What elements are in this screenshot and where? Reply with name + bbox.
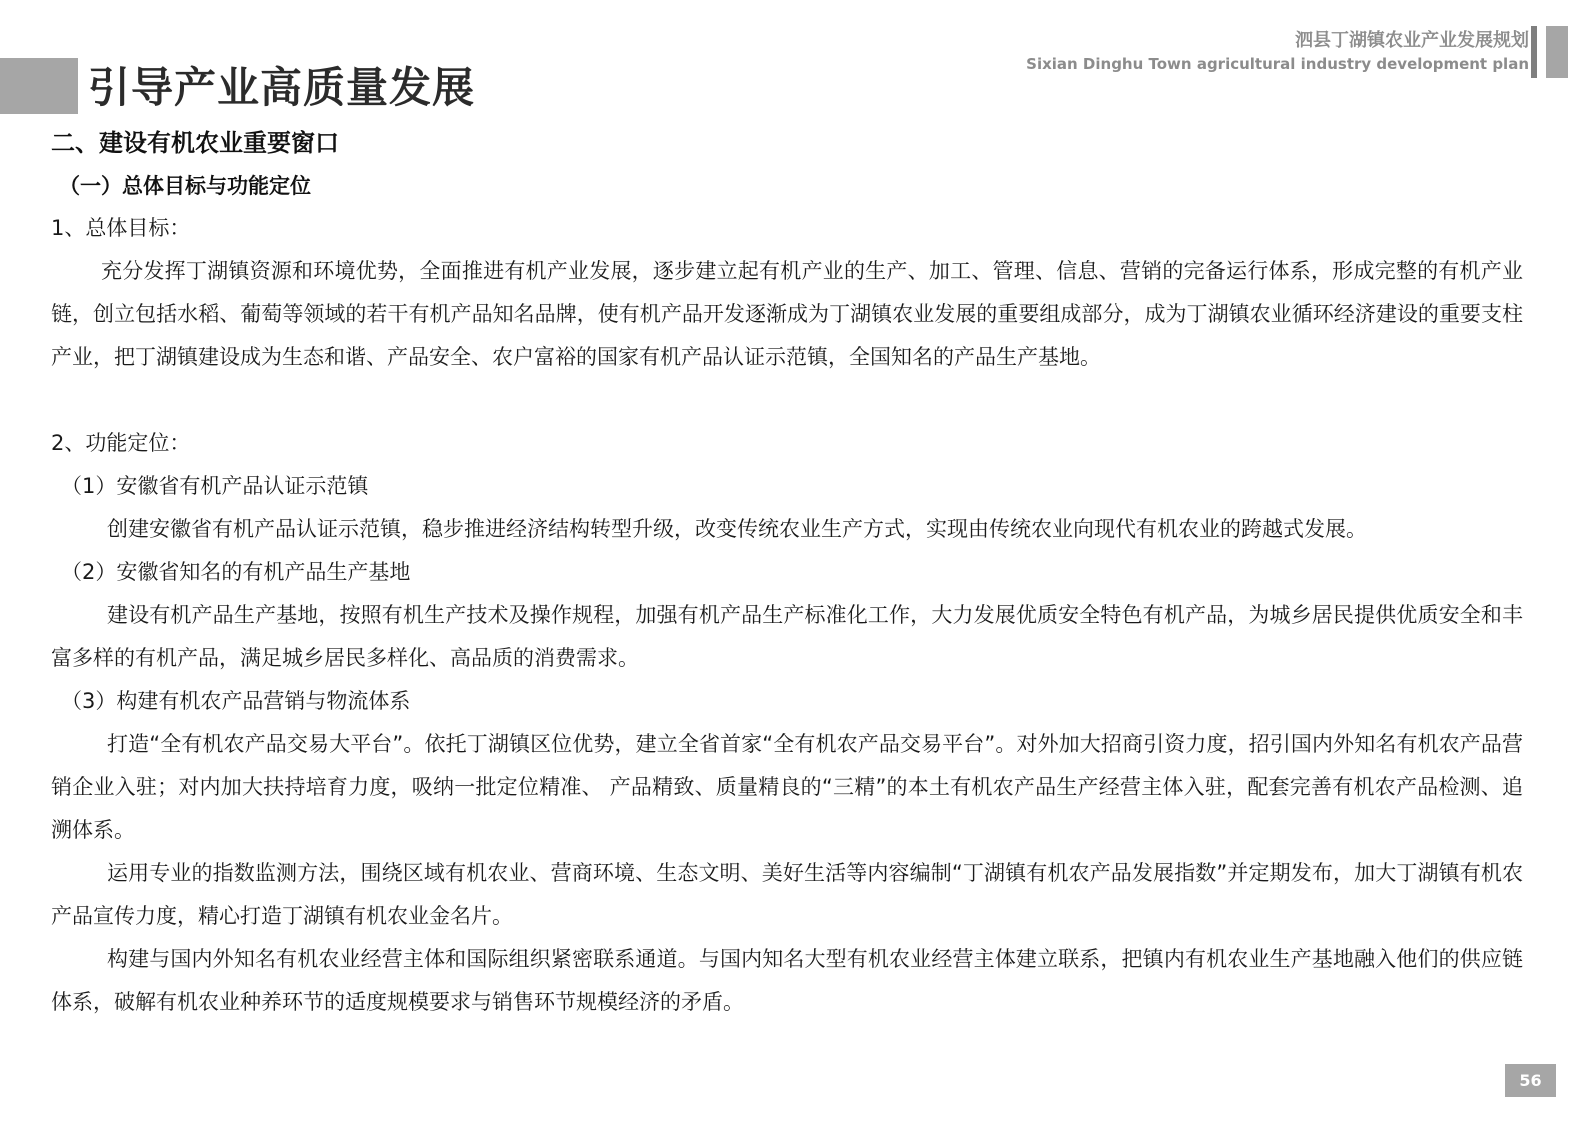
section-heading: 二、建设有机农业重要窗口 bbox=[51, 129, 339, 157]
page-number: 56 bbox=[1505, 1064, 1556, 1097]
positioning-item-title: （2）安徽省知名的有机产品生产基地 bbox=[61, 560, 411, 584]
positioning-item-paragraph: 打造“全有机农产品交易大平台”。依托丁湖镇区位优势，建立全省首家“全有机农产品交易平台”。对外加大招商引资力度，招引国内外知名有机农产品营销企业入驻；对内加大扶持培育力度，吸纳一批定位精准、 产品精致、质量精良的“三精”的本土有机农产品生产经营主体入驻，配套完善有机农产品检测、追溯体系。 bbox=[51, 732, 1523, 842]
section-spacer bbox=[51, 379, 1523, 422]
section-subheading: （一）总体目标与功能定位 bbox=[59, 174, 311, 198]
page-title: 引导产业高质量发展 bbox=[88, 63, 476, 112]
positioning-item-paragraph: 运用专业的指数监测方法，围绕区域有机农业、营商环境、生态文明、美好生活等内容编制“丁湖镇有机农产品发展指数”并定期发布，加大丁湖镇有机农产品宣传力度，精心打造丁湖镇有机农业金名片。 bbox=[51, 861, 1523, 928]
positioning-label: 2、功能定位： bbox=[51, 431, 191, 455]
positioning-item-title: （3）构建有机农产品营销与物流体系 bbox=[61, 689, 411, 713]
goal-paragraph: 充分发挥丁湖镇资源和环境优势，全面推进有机产业发展，逐步建立起有机产业的生产、加工、管理、信息、营销的完备运行体系，形成完整的有机产业链，创立包括水稻、葡萄等领域的若干有机产品知名品牌，使有机产品开发逐渐成为丁湖镇农业发展的重要组成部分，成为丁湖镇农业循环经济建设的重要支柱产业，把丁湖镇建设成为生态和谐、产品安全、农户富裕的国家有机产品认证示范镇，全国知名的产品生产基地。 bbox=[51, 259, 1523, 369]
header-accent-bar-dark bbox=[1531, 26, 1537, 78]
positioning-item-paragraph: 构建与国内外知名有机农业经营主体和国际组织紧密联系通道。与国内知名大型有机农业经营主体建立联系，把镇内有机农业生产基地融入他们的供应链体系，破解有机农业种养环节的适度规模要求与销售环节规模经济的矛盾。 bbox=[51, 947, 1523, 1014]
title-accent-block bbox=[0, 58, 78, 114]
positioning-item-paragraph: 建设有机产品生产基地，按照有机生产技术及操作规程，加强有机产品生产标准化工作，大力发展优质安全特色有机产品，为城乡居民提供优质安全和丰富多样的有机产品，满足城乡居民多样化、高品质的消费需求。 bbox=[51, 603, 1523, 670]
document-body bbox=[51, 121, 1523, 1024]
document-header bbox=[1026, 28, 1529, 74]
header-accent-bar-light bbox=[1546, 26, 1568, 78]
positioning-item-paragraph: 创建安徽省有机产品认证示范镇，稳步推进经济结构转型升级，改变传统农业生产方式，实现由传统农业向现代有机农业的跨越式发展。 bbox=[107, 517, 1367, 541]
document-title-english: Sixian Dinghu Town agricultural industry development plan bbox=[1026, 55, 1529, 73]
goal-label: 1、总体目标： bbox=[51, 216, 191, 240]
document-title-chinese: 泗县丁湖镇农业产业发展规划 bbox=[1295, 30, 1529, 51]
positioning-item-title: （1）安徽省有机产品认证示范镇 bbox=[61, 474, 369, 498]
